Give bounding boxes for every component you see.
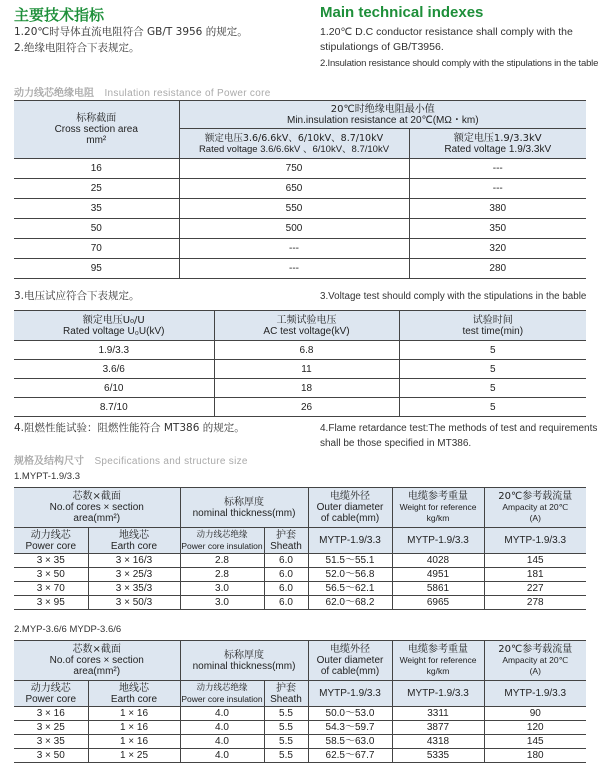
voltage-test-table — [14, 310, 586, 417]
col-model-od: MYTP-1.9/3.3 — [308, 681, 392, 707]
spec-table-1 — [14, 487, 586, 610]
col-outer-diameter: 电缆外径 Outer diameter of cable(mm) — [308, 641, 392, 681]
col-model-od: MYTP-1.9/3.3 — [308, 528, 392, 554]
heading-cn: 主要技术指标 — [14, 6, 105, 24]
item1-en-b: stipulationgs of GB/T3956. — [320, 41, 444, 53]
item1-en-a: 1.20℃ D.C conductor resistance shall comply with the — [320, 26, 573, 38]
table-row: 16 750 --- — [14, 159, 586, 179]
col-model-wt: MYTP-1.9/3.3 — [392, 681, 484, 707]
col-nominal-thickness: 标称厚度 nominal thickness(mm) — [180, 488, 308, 528]
col-earth-core: 地线芯 Earth core — [88, 681, 180, 707]
col-cores-section: 芯数×截面 No.of cores × section area(mm²) — [14, 641, 180, 681]
table-row: 25 650 --- — [14, 179, 586, 199]
table-row: 3 × 35 1 × 16 4.0 5.5 58.5～63.0 4318 145 — [14, 735, 586, 749]
spec-title-cn: 规格及结构尺寸 — [14, 456, 84, 467]
table-row: 3.6/6 11 5 — [14, 360, 586, 379]
col-rated-high: 额定电压3.6/6.6kV、6/10kV、8.7/10kV Rated voltage 3.6/6.6kV 、6/10kV、8.7/10kV — [179, 129, 409, 159]
col-rated-low: 额定电压1.9/3.3kV Rated voltage 1.9/3.3kV — [409, 129, 586, 159]
table-row: 3 × 50 3 × 25/3 2.8 6.0 52.0～56.8 4951 181 — [14, 568, 586, 582]
col-nominal-thickness: 标称厚度 nominal thickness(mm) — [180, 641, 308, 681]
insulation-rows — [14, 159, 586, 279]
col-cores-section: 芯数×截面 No.of cores × section area(mm²) — [14, 488, 180, 528]
item2-en: 2.Insulation resistance should comply with the stipulations in the table — [320, 58, 599, 69]
col-ac-test-voltage: 工频试验电压 AC test voltage(kV) — [214, 311, 399, 341]
col-model-wt: MYTP-1.9/3.3 — [392, 528, 484, 554]
col-model-amp: MYTP-1.9/3.3 — [484, 528, 586, 554]
table-row: 3 × 50 1 × 25 4.0 5.5 62.5～67.7 5335 180 — [14, 749, 586, 763]
table-row: 3 × 25 1 × 16 4.0 5.5 54.3～59.7 3877 120 — [14, 721, 586, 735]
col-ampacity: 20℃参考载流量 Ampacity at 20℃ (A) — [484, 641, 586, 681]
item4-en-a: 4.Flame retardance test:The methods of test and requirements — [320, 423, 598, 434]
col-earth-core: 地线芯 Earth core — [88, 528, 180, 554]
table2-label: 2.MYP-3.6/6 MYDP-3.6/6 — [14, 624, 122, 635]
table-row: 3 × 70 3 × 35/3 3.0 6.0 56.5～62.1 5861 227 — [14, 582, 586, 596]
item4-cn: 4.阻燃性能试验：阻燃性能符合 MT386 的规定。 — [14, 422, 245, 434]
col-test-time: 试验时间 test time(min) — [399, 311, 586, 341]
insulation-table — [14, 100, 586, 279]
table-row: 8.7/10 26 5 — [14, 398, 586, 417]
spec-section-title — [14, 452, 248, 467]
table-row: 3 × 16 1 × 16 4.0 5.5 50.0～53.0 3311 90 — [14, 707, 586, 721]
col-power-core: 动力线芯 Power core — [14, 681, 88, 707]
table-row: 35 550 380 — [14, 199, 586, 219]
item3-cn: 3.电压试应符合下表规定。 — [14, 290, 140, 302]
col-cross-section: 标称截面 Cross section area mm² — [14, 101, 179, 159]
col-weight: 电缆参考重量 Weight for reference kg/km — [392, 641, 484, 681]
insulation-title-en: Insulation resistance of Power core — [104, 88, 271, 99]
table-row: 3 × 35 3 × 16/3 2.8 6.0 51.5～55.1 4028 145 — [14, 554, 586, 568]
table-row: 50 500 350 — [14, 219, 586, 239]
table-row: 3 × 95 3 × 50/3 3.0 6.0 62.0～68.2 6965 278 — [14, 596, 586, 610]
spec-table-2 — [14, 640, 586, 763]
table-row: 6/10 18 5 — [14, 379, 586, 398]
col-model-amp: MYTP-1.9/3.3 — [484, 681, 586, 707]
col-power-core: 动力线芯 Power core — [14, 528, 88, 554]
item1-cn: 1.20℃时导体直流电阻符合 GB/T 3956 的规定。 — [14, 26, 248, 38]
item2-cn: 2.绝缘电阻符合下表规定。 — [14, 42, 140, 54]
table-row: 70 --- 320 — [14, 239, 586, 259]
item3-en: 3.Voltage test should comply with the stipulations in the bable — [320, 291, 587, 302]
table-row: 1.9/3.3 6.8 5 — [14, 341, 586, 360]
col-sheath: 护套 Sheath — [264, 528, 308, 554]
insulation-title-cn: 动力线芯绝缘电阻 — [14, 88, 94, 99]
col-outer-diameter: 电缆外径 Outer diameter of cable(mm) — [308, 488, 392, 528]
table-row: 95 --- 280 — [14, 259, 586, 279]
col-ampacity: 20℃参考载流量 Ampacity at 20℃ (A) — [484, 488, 586, 528]
col-power-insulation: 动力线芯绝缘 Power core insulation — [180, 681, 264, 707]
insulation-section-title — [14, 84, 271, 99]
col-rated-voltage: 额定电压U₀/U Rated voltage U₀U(kV) — [14, 311, 214, 341]
col-power-insulation: 动力线芯绝缘 Power core insulation — [180, 528, 264, 554]
spec-title-en: Specifications and structure size — [94, 456, 248, 467]
col-weight: 电缆参考重量 Weight for reference kg/km — [392, 488, 484, 528]
heading-en: Main technical indexes — [320, 4, 484, 21]
col-sheath: 护套 Sheath — [264, 681, 308, 707]
item4-en-b: shall be those specified in MT386. — [320, 438, 472, 449]
table1-label: 1.MYPT-1.9/3.3 — [14, 471, 81, 482]
col-min-insulation: 20℃时绝缘电阻最小值 Min.insulation resistance at 20℃(MΩ・km) — [179, 101, 586, 129]
